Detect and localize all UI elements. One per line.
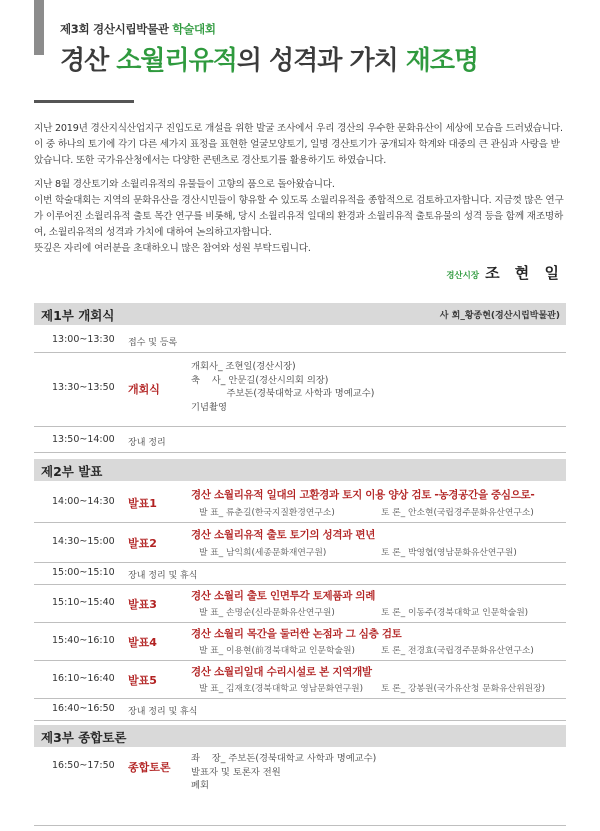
schedule-row: [34, 426, 566, 453]
presentation-row: [34, 584, 566, 623]
row-label: 발표5: [128, 674, 157, 687]
discussant: 토 론_ 이동주(경북대학교 인문학술원): [381, 608, 529, 618]
schedule-row: [34, 748, 566, 798]
detail-line: 폐회: [191, 780, 209, 791]
discussant: 토 론_ 전경효(국립경주문화유산연구소): [381, 646, 534, 656]
section-moderator: 사 회_황종현(경산시립박물관): [439, 311, 560, 321]
section-header-2: [34, 459, 566, 481]
presentation-row: [34, 522, 566, 563]
signature-name: 조 현 일: [485, 264, 564, 282]
row-label: 발표2: [128, 537, 157, 550]
presenter: 발 표_ 손명순(신라문화유산연구원): [199, 608, 335, 618]
section-header-1: [34, 303, 566, 325]
presentation-title: 경산 소월리 출토 인면투각 토제품과 의례: [191, 590, 376, 602]
title-underline: [34, 100, 134, 103]
presentation-title: 경산 소월리유적 출토 토기의 성격과 편년: [191, 529, 376, 541]
row-note: 장내 정리 및 휴식: [128, 707, 198, 717]
row-note: 장내 정리: [128, 438, 166, 448]
intro-paragraph-2c: 뜻깊은 자리에 여러분을 초대하오니 많은 참여와 성원 부탁드립니다.: [34, 243, 311, 255]
presenter: 발 표_ 이용현(前경북대학교 인문학술원): [199, 646, 355, 656]
header-accent-bar: [34, 0, 44, 55]
section-title: 제2부 발표: [41, 464, 103, 479]
row-label: 발표4: [128, 636, 157, 649]
row-time: 13:30~13:50: [52, 382, 115, 393]
row-time: 16:40~16:50: [52, 703, 115, 714]
row-label: 개회식: [128, 383, 160, 396]
row-time: 15:00~15:10: [52, 567, 115, 578]
row-time: 16:10~16:40: [52, 673, 115, 684]
schedule-row: [34, 698, 566, 721]
intro-paragraph-2b: 이번 학술대회는 지역의 문화유산을 경산시민들이 향유할 수 있도록 소월리유적을 종합적으로 검토하고자합니다. 지금껏 많은 연구가 이루어진 소월리유적 출토 목간 연구를 비롯해, 당시 소월리유적 일대의 환경과 소월리유적 출토유물의 성격 등을 함께 재조명하여, 소월리유적의 성격과 가치에 대하여 논의하고자합니다.: [34, 194, 564, 239]
presentation-row: [34, 482, 566, 523]
row-label: 발표3: [128, 598, 157, 611]
row-label: 발표1: [128, 497, 157, 510]
intro-paragraph-1: 지난 2019년 경산지식산업지구 진입도로 개설을 위한 발굴 조사에서 우리 경산의 우수한 문화유산이 세상에 모습을 드러냈습니다. 이 중 하나의 토기에 각기 다른 세가지 표정을 표현한 얼굴모양토기, 일명 경산토기가 공개되자 학계와 대중의 큰 관심과 사랑을 받았습니다. 또한 국가유산청에서는 다양한 콘텐츠로 경산토기를 활용하기도 하였습니다.: [34, 123, 563, 167]
presenter: 발 표_ 남익희(세종문화재연구원): [199, 548, 327, 558]
page-title: 경산 소월리유적의 성격과 가치 재조명: [60, 46, 479, 76]
presentation-title: 경산 소월리일대 수리시설로 본 지역개발: [191, 666, 372, 678]
presentation-row: [34, 622, 566, 661]
presenter: 발 표_ 류춘길(한국지질환경연구소): [199, 508, 335, 518]
schedule-row: [34, 562, 566, 585]
intro-text: [34, 121, 566, 265]
schedule-row: [34, 326, 566, 353]
detail-line: 개회사_ 조현일(경산시장): [191, 361, 296, 372]
opening-ceremony-details: [191, 360, 374, 414]
discussant: 토 론_ 박영협(영남문화유산연구원): [381, 548, 517, 558]
detail-line: 축 사_ 안문길(경산시의회 의장): [191, 374, 329, 386]
row-note: 장내 정리 및 휴식: [128, 571, 198, 581]
detail-line: 발표자 및 토론자 전원: [191, 766, 281, 778]
section-title: 제1부 개회식: [41, 308, 115, 323]
signature-position: 경산시장: [446, 271, 480, 281]
row-time: 14:00~14:30: [52, 496, 115, 507]
detail-line: 주보돈(경북대학교 사학과 명예교수): [191, 388, 375, 399]
discussion-details: [191, 752, 376, 793]
presentation-title: 경산 소월리유적 일대의 고환경과 토지 이용 양상 검토 -농경공간을 중심으로-: [191, 489, 535, 501]
detail-line: 좌 장_ 주보돈(경북대학교 사학과 명예교수): [191, 753, 377, 764]
discussant: 토 론_ 안소현(국립경주문화유산연구소): [381, 508, 534, 518]
row-label: 종합토론: [128, 761, 171, 774]
row-note: 접수 및 등록: [128, 338, 178, 348]
row-time: 13:50~14:00: [52, 434, 115, 445]
presentation-row: [34, 660, 566, 699]
row-time: 14:30~15:00: [52, 536, 115, 547]
schedule-row: [34, 352, 566, 427]
conference-label: 제3회 경산시립박물관 학술대회: [60, 22, 216, 36]
row-time: 13:00~13:30: [52, 334, 115, 345]
row-time: 15:10~15:40: [52, 597, 115, 608]
section-title: 제3부 종합토론: [41, 730, 127, 745]
presentation-title: 경산 소월리 목간을 둘러싼 논점과 그 심층 검토: [191, 628, 402, 640]
row-time: 16:50~17:50: [52, 760, 115, 771]
signature: [446, 262, 564, 283]
section-header-3: [34, 725, 566, 747]
bottom-divider: [34, 825, 566, 826]
row-time: 15:40~16:10: [52, 635, 115, 646]
presenter: 발 표_ 김재호(경북대학교 영남문화연구원): [199, 684, 364, 694]
intro-paragraph-2a: 지난 8월 경산토기와 소월리유적의 유물들이 고향의 품으로 돌아왔습니다.: [34, 178, 335, 190]
detail-line: 기념촬영: [191, 401, 227, 413]
discussant: 토 론_ 강봉원(국가유산청 문화유산위원장): [381, 684, 546, 694]
